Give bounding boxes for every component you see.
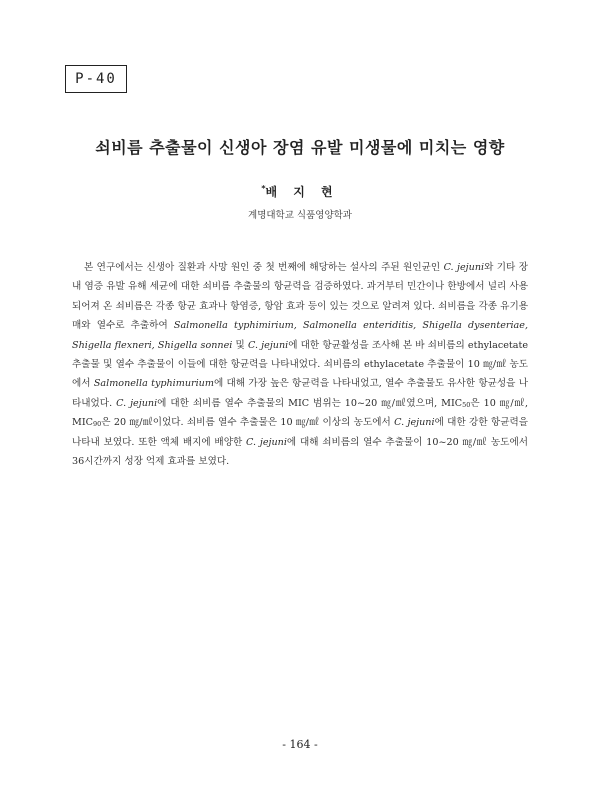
abstract-paragraph — [72, 258, 528, 471]
poster-id-box: P-40 — [65, 65, 127, 93]
abstract-text: 은 20 ㎎/㎖이었다. 쇠비름 열수 추출물은 10 ㎎/㎖ 이상의 농도에서 — [101, 417, 395, 429]
abstract-text: 에 대해 쇠비름의 열수 추출물이 10~20 ㎎/㎖ 농도에서 36시간까지 성장 억제 효과를 보였다. — [72, 436, 528, 468]
species-name-list: Salmonella typhimirium, Salmonella enteriditis, Shigella dysenteriae, Shigella flexneri, Shigella sonnei — [72, 320, 528, 351]
author-line — [0, 183, 600, 200]
abstract-body — [72, 258, 528, 471]
page-number: - 164 - — [282, 738, 318, 751]
species-name: C. jejuni — [246, 436, 287, 448]
mic-subscript: 50 — [462, 400, 471, 409]
author-affiliation: 계명대학교 식품영양학과 — [248, 210, 352, 221]
species-name: C. jejuni — [443, 262, 485, 273]
abstract-text: 및 — [232, 339, 248, 351]
abstract-text: 에 대해 가장 높은 항균력을 나타내었고, 열수 추출물도 유사한 항균성을 나타내었다. — [72, 378, 529, 409]
paper-title: 쇠비름 추출물이 신생아 장염 유발 미생물에 미치는 영향 — [95, 138, 505, 157]
abstract-text: 에 대한 강한 항균력을 나타내 보였다. 또한 액체 배지에 배양한 — [72, 417, 529, 448]
mic-subscript: 90 — [92, 420, 102, 429]
corresponding-author-mark: * — [261, 184, 266, 193]
species-name: C. jejuni — [394, 417, 435, 429]
abstract-text: 은 10 ㎎/㎖, MIC — [72, 397, 529, 429]
species-name: C. jejuni — [247, 339, 289, 351]
abstract-text: 본 연구에서는 신생아 질환과 사망 원인 중 첫 번째에 해당하는 설사의 주된 원인균인 — [84, 262, 444, 273]
abstract-text: 에 대한 항균활성을 조사해 본 바 쇠비름의 ethylacetate 추출물 및 열수 추출물이 이들에 대한 항균력을 나타내었다. 쇠비름의 ethylacetate 추출물이 10 ㎎/㎖ 농도에서 — [72, 339, 528, 390]
species-name: Salmonella typhimurium — [93, 378, 214, 390]
author-name: 배 지 현 — [265, 185, 339, 199]
species-name: C. jejuni — [116, 397, 158, 409]
abstract-text: 에 대한 쇠비름 열수 추출물의 MIC 범위는 10~20 ㎎/㎖였으며, MIC — [157, 397, 463, 409]
abstract-text: 와 기타 장내 염증 유발 유해 세균에 대한 쇠비름 추출물의 항균력을 검증하였다. 과거부터 민간이나 한방에서 널리 사용되어져 온 쇠비름은 각종 항균 효과나 항염증, 항암 효과 등이 있는 것으로 알려져 있다. 쇠비름을 각종 유기용매와 열수로 추출하여 — [72, 262, 529, 332]
